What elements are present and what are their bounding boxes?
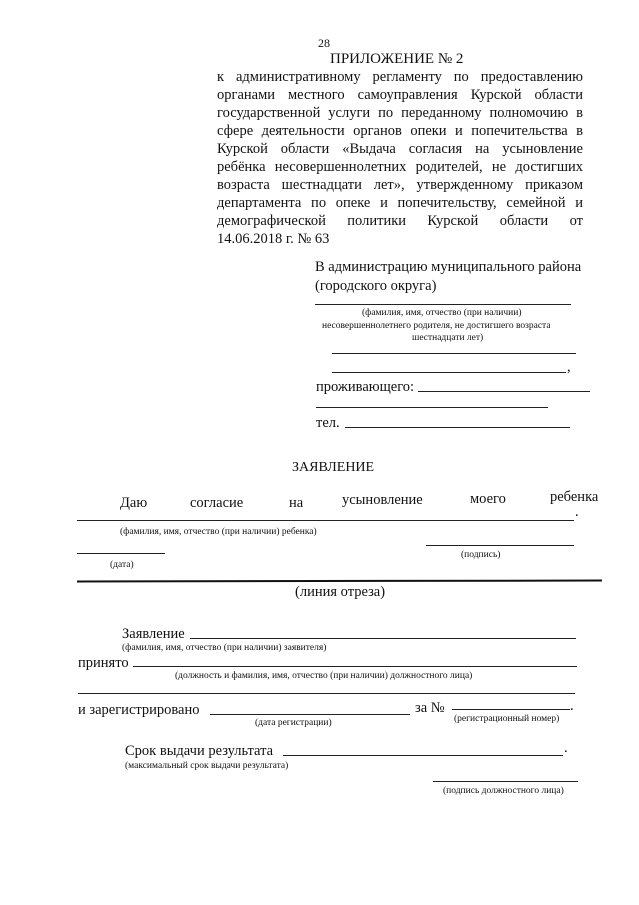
child-name-field[interactable] [77, 520, 574, 521]
page-number: 28 [318, 36, 330, 50]
caption-deadline: (максимальный срок выдачи результата) [125, 761, 289, 771]
caption-reg-number: (регистрационный номер) [454, 714, 560, 724]
appendix-line: государственной услуги по переданному полномочию в [217, 105, 583, 121]
residing-label: проживающего: [316, 379, 415, 395]
reg-number-field[interactable] [452, 709, 570, 710]
official-field-2[interactable] [78, 693, 575, 694]
caption-signature: (подпись) [461, 550, 501, 560]
caption-reg-date: (дата регистрации) [255, 718, 332, 728]
parent-name-field[interactable] [315, 304, 571, 305]
date-field[interactable] [77, 553, 165, 554]
appendix-line: к административному регламенту по предоставлению [217, 69, 583, 85]
caption-official: (должность и фамилия, имя, отчество (при наличии) должностного лица) [175, 671, 473, 681]
appendix-line: департамента по опеке и попечительству, семейной и [217, 195, 583, 211]
official-signature-field[interactable] [433, 781, 578, 782]
caption-parent-name: (фамилия, имя, отчество (при наличии) [362, 308, 522, 318]
statement-word: ребенка [550, 489, 599, 505]
address-field[interactable] [418, 391, 590, 392]
statement-word: на [289, 495, 304, 511]
caption-parent-desc: несовершеннолетнего родителя, не достигшего возраста [322, 321, 551, 331]
receipt-statement-label: Заявление [122, 626, 185, 642]
accepted-label: принято [78, 655, 129, 671]
statement-word: согласие [190, 495, 244, 511]
reg-period: . [570, 698, 574, 714]
appendix-line: демографической политики Курской области от [217, 213, 583, 229]
period: . [575, 504, 579, 520]
phone-field[interactable] [345, 427, 570, 428]
address-field-2[interactable] [316, 407, 548, 408]
statement-word: усыновление [342, 492, 423, 508]
caption-official-signature: (подпись должностного лица) [443, 786, 564, 796]
signature-field[interactable] [426, 545, 574, 546]
addressee-line-2: (городского округа) [315, 278, 437, 294]
phone-label: тел. [316, 415, 340, 431]
registered-label: и зарегистрировано [78, 702, 200, 718]
number-label: за № [415, 700, 445, 716]
caption-parent-age: шестнадцати лет) [412, 333, 484, 343]
appendix-line: ребёнка несовершеннолетних родителей, не достигших [217, 159, 583, 175]
deadline-label: Срок выдачи результата [125, 743, 274, 759]
appendix-line: Курской области «Выдача согласия на усыновление [217, 141, 583, 157]
deadline-field[interactable] [283, 755, 563, 756]
statement-word: моего [470, 491, 506, 507]
parent-name-field-2[interactable] [332, 353, 576, 354]
official-field[interactable] [133, 666, 577, 667]
applicant-field[interactable] [190, 638, 576, 639]
appendix-text [217, 68, 583, 248]
appendix-line: сфере деятельности органов опеки и попечительства в [217, 123, 583, 139]
appendix-line: возраста шестнадцати лет», утвержденному приказом [217, 177, 583, 193]
appendix-date-line: 14.06.2018 г. № 63 [217, 231, 330, 247]
statement-word: Даю [120, 495, 148, 511]
caption-applicant: (фамилия, имя, отчество (при наличии) заявителя) [122, 643, 327, 653]
addressee-line-1: В администрацию муниципального района [315, 259, 582, 275]
appendix-title: ПРИЛОЖЕНИЕ № 2 [330, 51, 464, 67]
caption-date: (дата) [110, 560, 134, 570]
statement-title: ЗАЯВЛЕНИЕ [292, 460, 375, 475]
caption-child-name: (фамилия, имя, отчество (при наличии) ребенка) [120, 527, 317, 537]
appendix-line: органами местного самоуправления Курской области [217, 87, 583, 103]
reg-date-field[interactable] [210, 714, 410, 715]
deadline-period: . [564, 740, 568, 756]
comma: , [567, 359, 571, 375]
cut-line-label: (линия отреза) [295, 584, 386, 600]
parent-name-field-3[interactable] [332, 372, 566, 373]
